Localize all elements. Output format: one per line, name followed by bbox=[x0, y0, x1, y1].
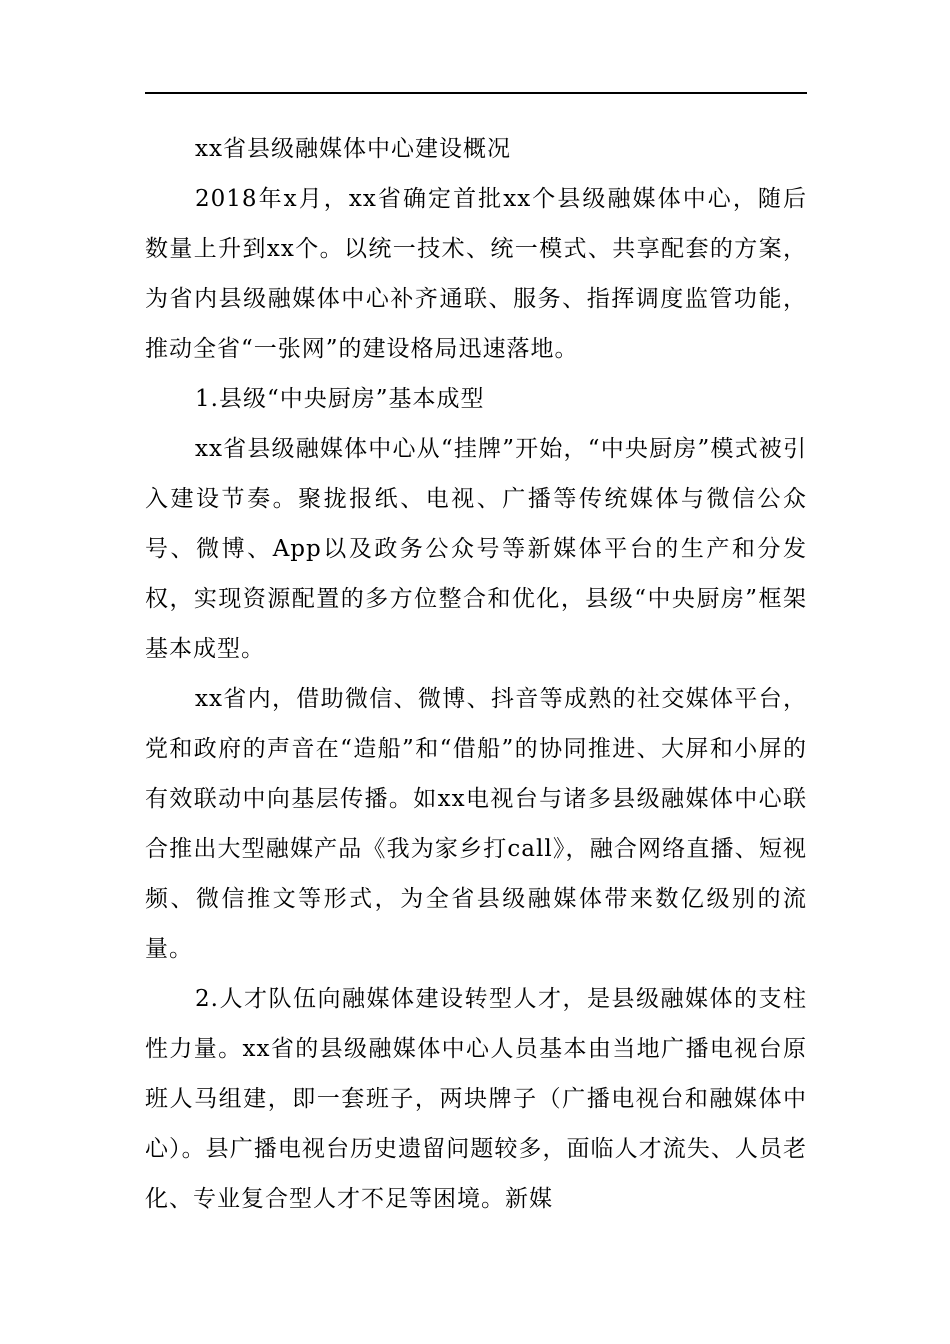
paragraph-overview: 2018年x月，xx省确定首批xx个县级融媒体中心，随后数量上升到xx个。以统一技术、统一模式、共享配套的方案，为省内县级融媒体中心补齐通联、服务、指挥调度监管功能，推动全省“一张网”的建设格局迅速落地。 bbox=[145, 186, 807, 362]
document-body bbox=[145, 124, 807, 1224]
paragraph-social-media: xx省内，借助微信、微博、抖音等成熟的社交媒体平台，党和政府的声音在“造船”和“借船”的协同推进、大屏和小屏的有效联动中向基层传播。如xx电视台与诸多县级融媒体中心联合推出大型融媒产品《我为家乡打call》，融合网络直播、短视频、微信推文等形式，为全省县级融媒体带来数亿级别的流量。 bbox=[145, 686, 807, 962]
section-heading-1: 1.县级“中央厨房”基本成型 bbox=[195, 386, 485, 412]
paragraph-talent: 2.人才队伍向融媒体建设转型人才，是县级融媒体的支柱性力量。xx省的县级融媒体中心人员基本由当地广播电视台原班人马组建，即一套班子，两块牌子（广播电视台和融媒体中心）。县广播电视台历史遗留问题较多，面临人才流失、人员老化、专业复合型人才不足等困境。新媒 bbox=[145, 986, 807, 1212]
header-rule bbox=[145, 92, 807, 94]
paragraph-central-kitchen: xx省县级融媒体中心从“挂牌”开始，“中央厨房”模式被引入建设节奏。聚拢报纸、电视、广播等传统媒体与微信公众号、微博、App以及政务公众号等新媒体平台的生产和分发权，实现资源配置的多方位整合和优化，县级“中央厨房”框架基本成型。 bbox=[145, 436, 807, 662]
document-title: xx省县级融媒体中心建设概况 bbox=[195, 136, 511, 162]
